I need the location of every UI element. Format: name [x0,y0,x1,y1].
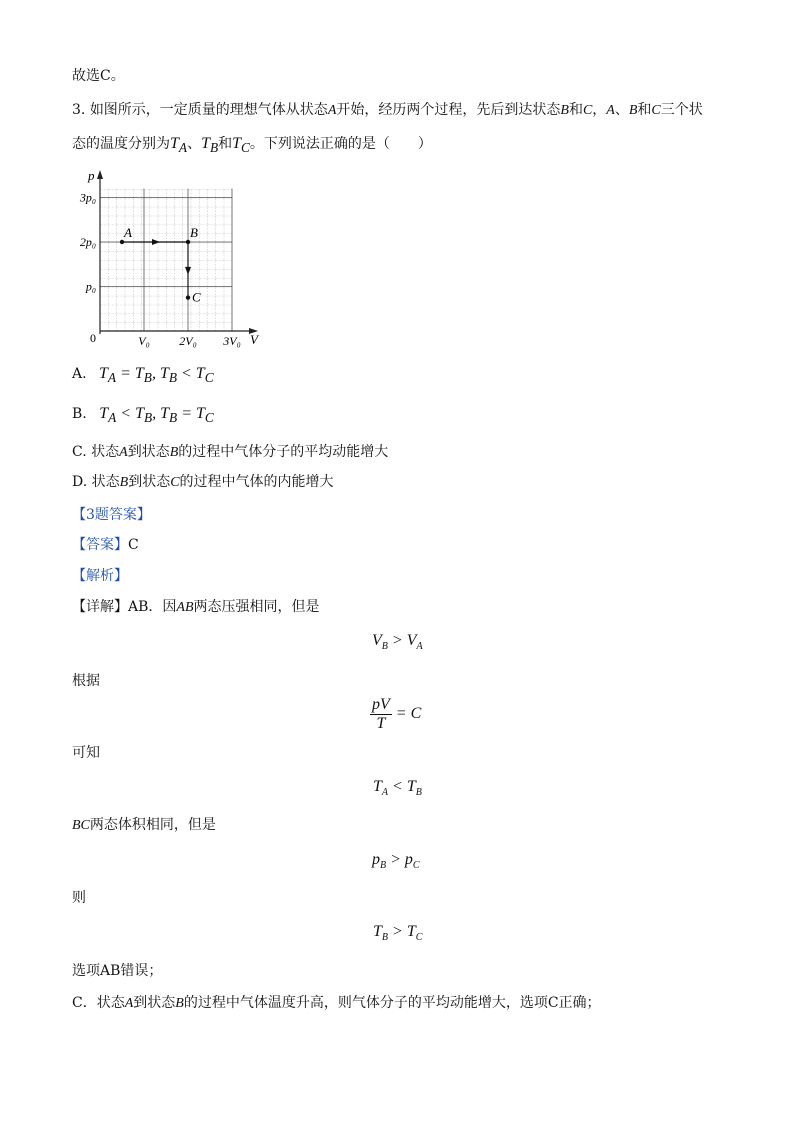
question-number: 3. [72,102,86,118]
equation-tb-tc: $T_B > T_C$ [373,923,423,944]
y-tick-label: 2p₀ [79,235,96,249]
grid-minor [100,189,232,331]
y-tick-label: p₀ [85,279,96,294]
y-axis-arrow [97,170,103,179]
according-line: 根据 [72,673,100,689]
option-a-expr: $T_A = T_B$, $T_B < T_C$ [99,365,214,386]
x-tick-label: 2V₀ [179,334,197,348]
then-line: 则 [72,890,86,906]
option-a: A. $T_A = T_B$, $T_B < T_C$ [72,365,214,386]
option-d: D. 状态B到状态C的过程中气体的内能增大 [72,474,334,490]
equation-pb-pc: $p_B > p_C$ [372,851,420,872]
x-axis-label: V [250,332,258,347]
answer-line: 【答案】C [72,537,139,553]
origin-label: 0 [90,331,96,345]
equation-ta-tb: $T_A < T_B$ [373,778,422,799]
equation-vb-va: $V_B > V_A$ [372,632,423,653]
analysis-heading: 【解析】 [72,568,128,584]
detail-line: 【详解】AB．因AB两态压强相同，但是 [72,599,320,615]
wrong-line: 选项AB错误； [72,963,163,979]
answer-heading: 【3题答案】 [72,507,151,523]
y-tick-label: 3p₀ [79,190,96,205]
known-line: 可知 [72,745,100,761]
state-label-a: A [124,225,132,240]
equation-ideal-gas: $\frac{pV}{T}$ = C [372,696,422,732]
option-b: B. $T_A < T_B$, $T_B = T_C$ [72,405,214,426]
state-point-b [186,240,190,244]
option-c: C. 状态A到状态B的过程中气体分子的平均动能增大 [72,444,389,460]
state-label-c: C [192,289,201,305]
y-axis-label: p [88,168,95,183]
x-tick-label: 3V₀ [223,334,241,348]
answer-value: C [128,537,139,553]
state-label-b: B [190,225,198,240]
pv-diagram [70,166,270,356]
option-b-expr: $T_A < T_B$, $T_B = T_C$ [99,405,214,426]
bc-line: BC两态体积相同，但是 [72,817,216,833]
question-3-line-1: 3. 如图所示，一定质量的理想气体从状态A开始，经历两个过程，先后到达状态B和C，A、B和C三个状 [72,102,703,118]
conclusion-line: 故选C。 [72,68,125,84]
x-tick-label: V₀ [138,334,150,348]
c-conclusion-line: C．状态A到状态B的过程中气体温度升高，则气体分子的平均动能增大，选项C正确； [72,995,601,1011]
question-3-line-2: 态的温度分别为$T_A$、$T_B$和$T_C$。下列说法正确的是（ ） [72,135,432,156]
state-point-c [186,295,190,299]
state-point-a [120,240,124,244]
